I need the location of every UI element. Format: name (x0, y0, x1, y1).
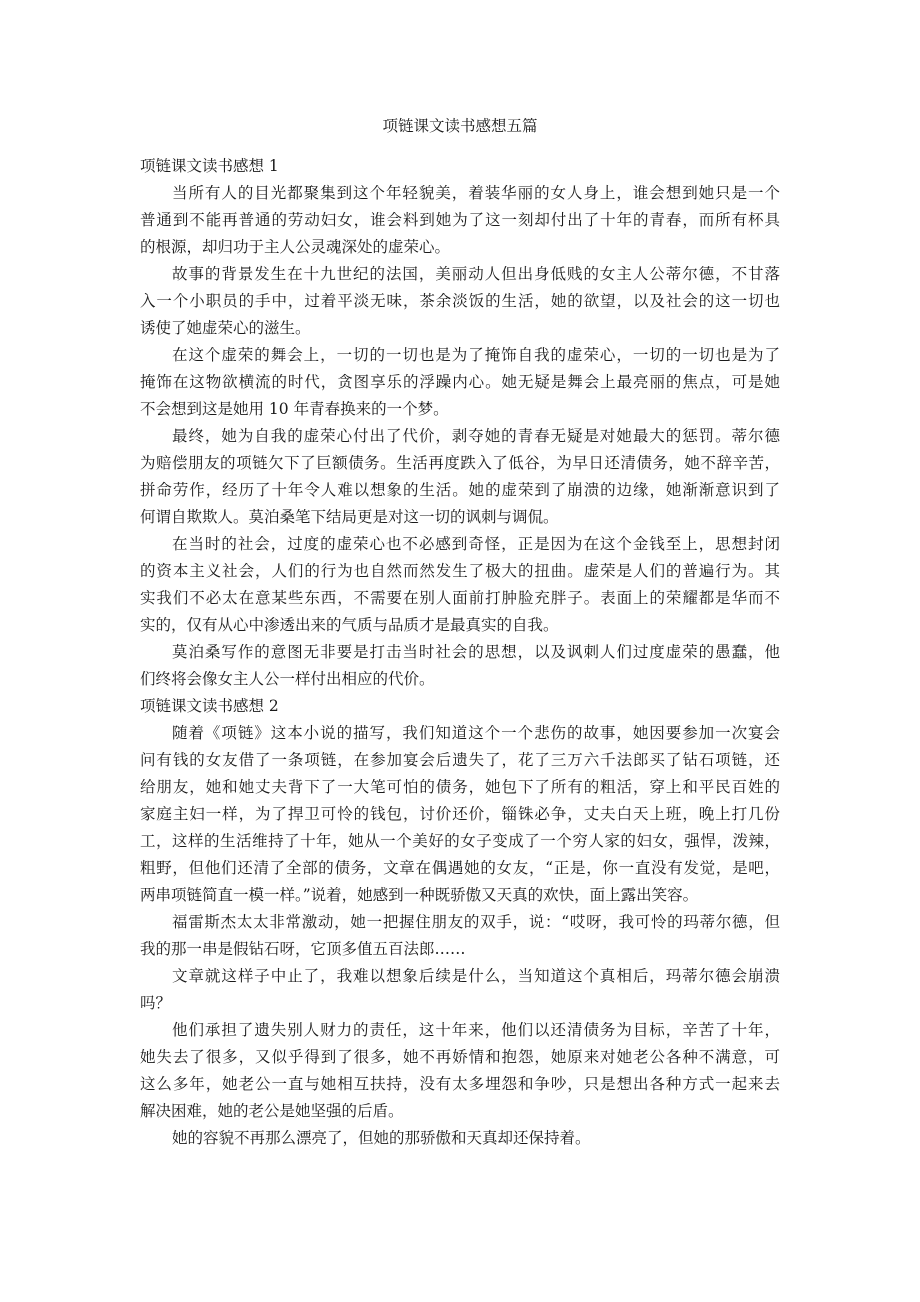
text-line: 诱使了她虚荣心的滋生。 (140, 319, 311, 337)
text-line: 给朋友，她和她丈夫背下了一大笔可怕的债务，她包下了所有的粗活，穿上和平民百姓的 (140, 778, 780, 796)
text-line: 最终，她为自我的虚荣心付出了代价，剥夺她的青春无疑是对她最大的惩罚。蒂尔德 (172, 427, 780, 445)
text-line: 普通到不能再普通的劳动妇女，谁会料到她为了这一刻却付出了十年的青春，而所有杯具 (140, 211, 780, 229)
text-line: 他们承担了遗失别人财力的责任，这十年来，他们以还清债务为目标，辛苦了十年， (172, 1021, 780, 1039)
text-line: 随着《项链》这本小说的描写，我们知道这个一个悲伤的故事，她因要参加一次宴会 (172, 724, 780, 742)
paragraph (140, 180, 780, 261)
paragraph (140, 423, 780, 531)
text-line: 两串项链简直一模一样。”说着，她感到一种既骄傲又天真的欢快，面上露出笑容。 (140, 886, 699, 904)
text-line: 的根源，却归功于主人公灵魂深处的虚荣心。 (140, 238, 451, 256)
text-line: 在这个虚荣的舞会上，一切的一切也是为了掩饰自我的虚荣心，一切的一切也是为了 (172, 346, 780, 364)
text-line: 为赔偿朋友的项链欠下了巨额债务。生活再度跌入了低谷，为早日还清债务，她不辞辛苦， (140, 454, 780, 472)
text-line: 莫泊桑写作的意图无非要是打击当时社会的思想，以及讽刺人们过度虚荣的愚蠢，他 (172, 643, 780, 661)
text-line: 福雷斯杰太太非常激动，她一把握住朋友的双手，说：“哎呀，我可怜的玛蒂尔德，但 (172, 913, 780, 931)
text-line: 吗？ (140, 994, 172, 1012)
text-line: 入一个小职员的手中，过着平淡无味，茶余淡饭的生活，她的欲望，以及社会的这一切也 (140, 292, 780, 310)
text-line: 在当时的社会，过度的虚荣心也不必感到奇怪，正是因为在这个金钱至上，思想封闭 (172, 535, 780, 553)
text-line: 粗野，但他们还清了全部的债务，文章在偶遇她的女友，“正是，你一直没有发觉，是吧， (140, 859, 780, 877)
text-line: 们终将会像女主人公一样付出相应的代价。 (140, 670, 435, 688)
paragraph (140, 261, 780, 342)
text-line: 何谓自欺欺人。莫泊桑笔下结局更是对这一切的讽刺与调侃。 (140, 508, 559, 526)
document-title: 项链课文读书感想五篇 (382, 117, 538, 135)
text-line: 实我们不必太在意某些东西，不需要在别人面前打肿脸充胖子。表面上的荣耀都是华而不 (140, 589, 780, 607)
text-line: 我的那一串是假钻石呀，它顶多值五百法郎…… (140, 940, 466, 958)
text-line: 工，这样的生活维持了十年，她从一个美好的女子变成了一个穷人家的妇女，强悍，泼辣， (140, 832, 780, 850)
text-line: 拼命劳作，经历了十年令人难以想象的生活。她的虚荣到了崩溃的边缘，她渐渐意识到了 (140, 481, 780, 499)
paragraph (140, 639, 780, 693)
text-line: 不会想到这是她用 10 年青春换来的一个梦。 (140, 400, 449, 418)
text-line: 解决困难，她的老公是她坚强的后盾。 (140, 1102, 404, 1120)
document-body (140, 153, 780, 1152)
paragraph (140, 342, 780, 423)
paragraph (140, 531, 780, 639)
text-line: 家庭主妇一样，为了捍卫可怜的钱包，讨价还价，锱铢必争，丈夫白天上班，晚上打几份 (140, 805, 780, 823)
paragraph (140, 909, 780, 963)
section-heading: 项链课文读书感想 1 (140, 157, 279, 175)
text-line: 这么多年，她老公一直与她相互扶持，没有太多埋怨和争吵，只是想出各种方式一起来去 (140, 1075, 780, 1093)
paragraph (140, 1125, 780, 1152)
text-line: 实的，仅有从心中渗透出来的气质与品质才是最真实的自我。 (140, 616, 559, 634)
text-line: 她失去了很多，又似乎得到了很多，她不再娇情和抱怨，她原来对她老公各种不满意，可 (140, 1048, 780, 1066)
text-line: 文章就这样子中止了，我难以想象后续是什么，当知道这个真相后，玛蒂尔德会崩溃 (172, 967, 780, 985)
paragraph (140, 720, 780, 909)
text-line: 当所有人的目光都聚集到这个年轻貌美，着装华丽的女人身上，谁会想到她只是一个 (172, 184, 780, 202)
text-line: 问有钱的女友借了一条项链，在参加宴会后遗失了，花了三万六千法郎买了钻石项链，还 (140, 751, 780, 769)
section-heading: 项链课文读书感想 2 (140, 697, 279, 715)
text-line: 的资本主义社会，人们的行为也自然而然发生了极大的扭曲。虚荣是人们的普遍行为。其 (140, 562, 780, 580)
text-line: 她的容貌不再那么漂亮了，但她的那骄傲和天真却还保持着。 (172, 1129, 591, 1147)
text-line: 故事的背景发生在十九世纪的法国，美丽动人但出身低贱的女主人公蒂尔德，不甘落 (172, 265, 780, 283)
paragraph (140, 1017, 780, 1125)
paragraph (140, 963, 780, 1017)
text-line: 掩饰在这物欲横流的时代，贪图享乐的浮躁内心。她无疑是舞会上最亮丽的焦点，可是她 (140, 373, 780, 391)
